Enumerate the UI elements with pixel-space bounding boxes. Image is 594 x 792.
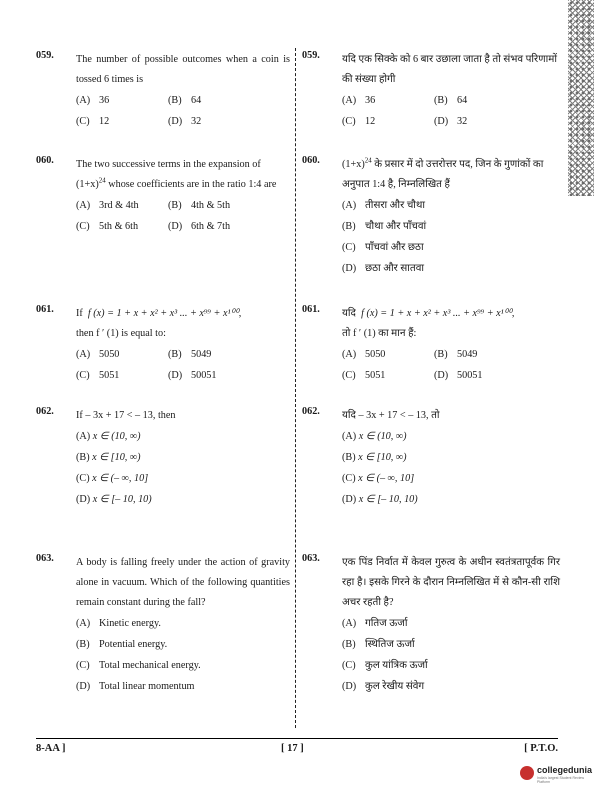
option-b: (B) 5049 [434,349,478,360]
option-d: (D) 32 [434,116,468,127]
option-b: (B) Potential energy. [76,639,168,650]
option-b: (B) चौथा और पाँचवां [342,221,427,232]
option-d: (D) 6th & 7th [168,221,231,232]
logo-tagline: India's largest Student Review Platform [537,776,584,784]
question-stem: एक पिंड निर्वात में केवल गुरुत्व के अधीन स्वतंत्रतापूर्वक गिर रहा है। इसके गिरने के दौरान निम्नलिखित में से कौन-सी राशि अचर रहती है? [342,557,560,608]
logo-name: collegedunia [537,765,593,775]
decorative-border-pattern [568,0,594,196]
question-number: 059. [36,50,54,61]
option-b: (B) x ∈ [10, ∞) [342,452,407,463]
question-number: 061. [36,304,54,315]
option-b: (B) 64 [434,95,468,106]
option-d: (D) 32 [168,116,202,127]
option-b: (B) 4th & 5th [168,200,231,211]
option-b: (B) x ∈ [10, ∞) [76,452,141,463]
option-c: (C) कुल यांत्रिक ऊर्जा [342,660,428,671]
question-stem: If – 3x + 17 < – 13, then [76,410,176,421]
question-stem: $(1+x)^{24}$ के प्रसार में दो उत्तरोत्तर पद, जिन के गुणांकों का अनुपात 1:4 है, निम्नलिखित हैं [342,156,544,190]
option-c: (C) पाँचवां और छठा [342,242,424,253]
question-stem-line2: then f ′ (1) is equal to: [76,328,166,339]
question-number: 061. [302,304,320,315]
page-footer [36,738,558,754]
option-a: (A) x ∈ (10, ∞) [342,431,407,442]
option-c: (C) 5051 [342,370,386,381]
option-a: (A) 3rd & 4th [76,200,139,211]
option-c: (C) 5th & 6th [76,221,139,232]
formula: f (x) = 1 + x + x² + x³ ... + x⁹⁹ + x¹⁰⁰ [87,308,239,319]
question-stem: यदि – 3x + 17 < – 13, तो [342,410,440,421]
option-c: (C) x ∈ (– ∞, 10] [342,473,415,484]
footer-page-number: [ 17 ] [281,743,304,754]
question-stem-line2: तो f ′ (1) का मान हैं: [342,328,417,339]
question-stem: यदि f (x) = 1 + x + x² + x³ ... + x⁹⁹ + x¹⁰⁰, [342,308,515,319]
option-c: (C) Total mechanical energy. [76,660,201,671]
option-a: (A) 5050 [342,349,386,360]
column-divider [295,48,296,728]
collegedunia-logo [520,764,593,784]
option-d: (D) छठा और सातवा [342,263,425,274]
footer-pto: [ P.T.O. [524,743,558,754]
option-b: (B) 5049 [168,349,212,360]
option-d: (D) 50051 [434,370,483,381]
option-d: (D) x ∈ [– 10, 10) [342,494,418,505]
question-stem: If f (x) = 1 + x + x² + x³ ... + x⁹⁹ + x¹⁰⁰, [76,308,242,319]
option-d: (D) x ∈ [– 10, 10) [76,494,152,505]
question-number: 060. [36,155,54,166]
question-stem: A body is falling freely under the action of gravity alone in vacuum. Which of the following quantities remain constant during the fall? [76,557,290,608]
option-c: (C) x ∈ (– ∞, 10] [76,473,149,484]
option-a: (A) 5050 [76,349,120,360]
footer-booklet-code: 8-AA ] [36,743,66,754]
question-number: 060. [302,155,320,166]
question-stem: यदि एक सिक्के को 6 बार उछाला जाता है तो संभव परिणामों की संख्या होगी [342,54,557,85]
option-b: (B) 64 [168,95,202,106]
question-number: 062. [36,406,54,417]
question-number: 059. [302,50,320,61]
logo-icon [520,766,534,780]
question-stem: The number of possible outcomes when a coin is tossed 6 times is [76,54,290,85]
option-c: (C) 5051 [76,370,120,381]
option-d: (D) 50051 [168,370,217,381]
formula: f (x) = 1 + x + x² + x³ ... + x⁹⁹ + x¹⁰⁰ [361,308,512,319]
option-a: (A) गतिज ऊर्जा [342,618,408,629]
option-b: (B) स्थितिज ऊर्जा [342,639,415,650]
question-stem: The two successive terms in the expansion of $(1+x)^{24}$ whose coefficients are in the ratio 1:4 are [76,159,277,190]
option-c: (C) 12 [76,116,110,127]
option-a: (A) Kinetic energy. [76,618,161,629]
option-a: (A) 36 [76,95,110,106]
option-c: (C) 12 [342,116,376,127]
option-a: (A) 36 [342,95,376,106]
option-a: (A) x ∈ (10, ∞) [76,431,141,442]
option-a: (A) तीसरा और चौथा [342,200,426,211]
question-number: 062. [302,406,320,417]
option-d: (D) कुल रेखीय संवेग [342,681,425,692]
question-number: 063. [36,553,54,564]
option-d: (D) Total linear momentum [76,681,195,692]
question-number: 063. [302,553,320,564]
